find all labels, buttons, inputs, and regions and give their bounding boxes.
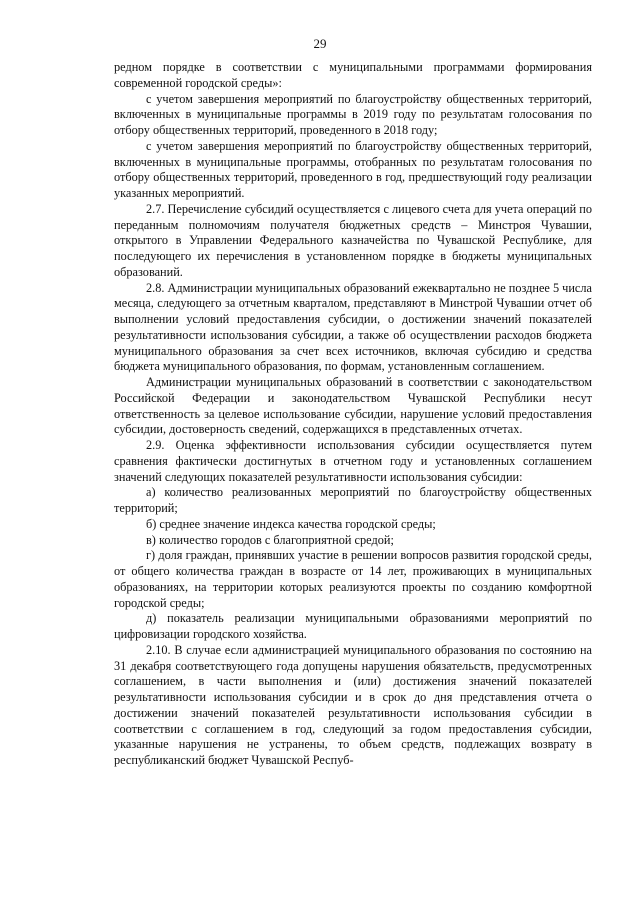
paragraph: 2.7. Перечисление субсидий осуществляется с лицевого счета для учета операций по переданным полномочиям получателя бюджетных средств – Минстроя Чувашии, открытого в Управлении Федерального казначейства по Чувашской Республике, для последующего их перечисления в установленном порядке в бюджеты муниципальных образований. (114, 201, 592, 279)
list-item: д) показатель реализации муниципальными образованиями мероприятий по цифровизации городского хозяйства. (114, 611, 592, 641)
paragraph: Администрации муниципальных образований в соответствии с законодательством Российской Федерации и законодательством Чувашской Республики несут ответственность за целевое использование субсидии, нарушение условий предоставления субсидии, достоверность сведений, содержащихся в представленных отчетах. (114, 375, 592, 437)
paragraph: с учетом завершения мероприятий по благоустройству общественных территорий, включенных в муниципальные программы, отобранных по результатам голосования по отбору общественных территорий, проведенного в год, предшествующий году реализации указанных мероприятий. (114, 138, 592, 200)
list-item: а) количество реализованных мероприятий по благоустройству общественных территорий; (114, 485, 592, 515)
list-item: б) среднее значение индекса качества городской среды; (146, 516, 436, 531)
paragraph: редном порядке в соответствии с муниципальными программами формирования современной городской среды»: (114, 60, 592, 90)
paragraph: 2.10. В случае если администрацией муниципального образования по состоянию на 31 декабря соответствующего года допущены нарушения обязательств, предусмотренных соглашением, в части выполнения и (или) достижения значений показателей результативности использования субсидии и в срок до дня представления отчета о достижении значений показателей результативности использования субсидии в соответствии с соглашением в год, следующий за годом предоставления субсидии, указанные нарушения не устранены, то объем средств, подлежащих возврату в республиканский бюджет Чувашской Респуб- (114, 642, 592, 767)
page-number: 29 (313, 36, 327, 51)
list-item: г) доля граждан, принявших участие в решении вопросов развития городской среды, от общего количества граждан в возрасте от 14 лет, проживающих в муниципальных образованиях, на территории которых реализуются проекты по созданию комфортной городской среды; (114, 548, 592, 610)
paragraph: с учетом завершения мероприятий по благоустройству общественных территорий, включенных в муниципальные программы в 2019 году по результатам голосования по отбору общественных территорий, проведенного в 2018 году; (114, 91, 592, 137)
document-body (114, 60, 592, 769)
list-item: в) количество городов с благоприятной средой; (146, 532, 394, 547)
paragraph: 2.8. Администрации муниципальных образований ежеквартально не позднее 5 числа месяца, следующего за отчетным кварталом, представляют в Минстрой Чувашии отчет об выполнении условий предоставления субсидии, о достижении значений показателей результативности использования субсидии, а также об осуществлении расходов бюджета муниципального образования за счет всех источников, включая субсидию и средства бюджета муниципального образования, по формам, установленным соглашением. (114, 280, 592, 374)
paragraph: 2.9. Оценка эффективности использования субсидии осуществляется путем сравнения фактически достигнутых в отчетном году и установленных соглашением значений следующих показателей результативности использования субсидии: (114, 438, 592, 484)
